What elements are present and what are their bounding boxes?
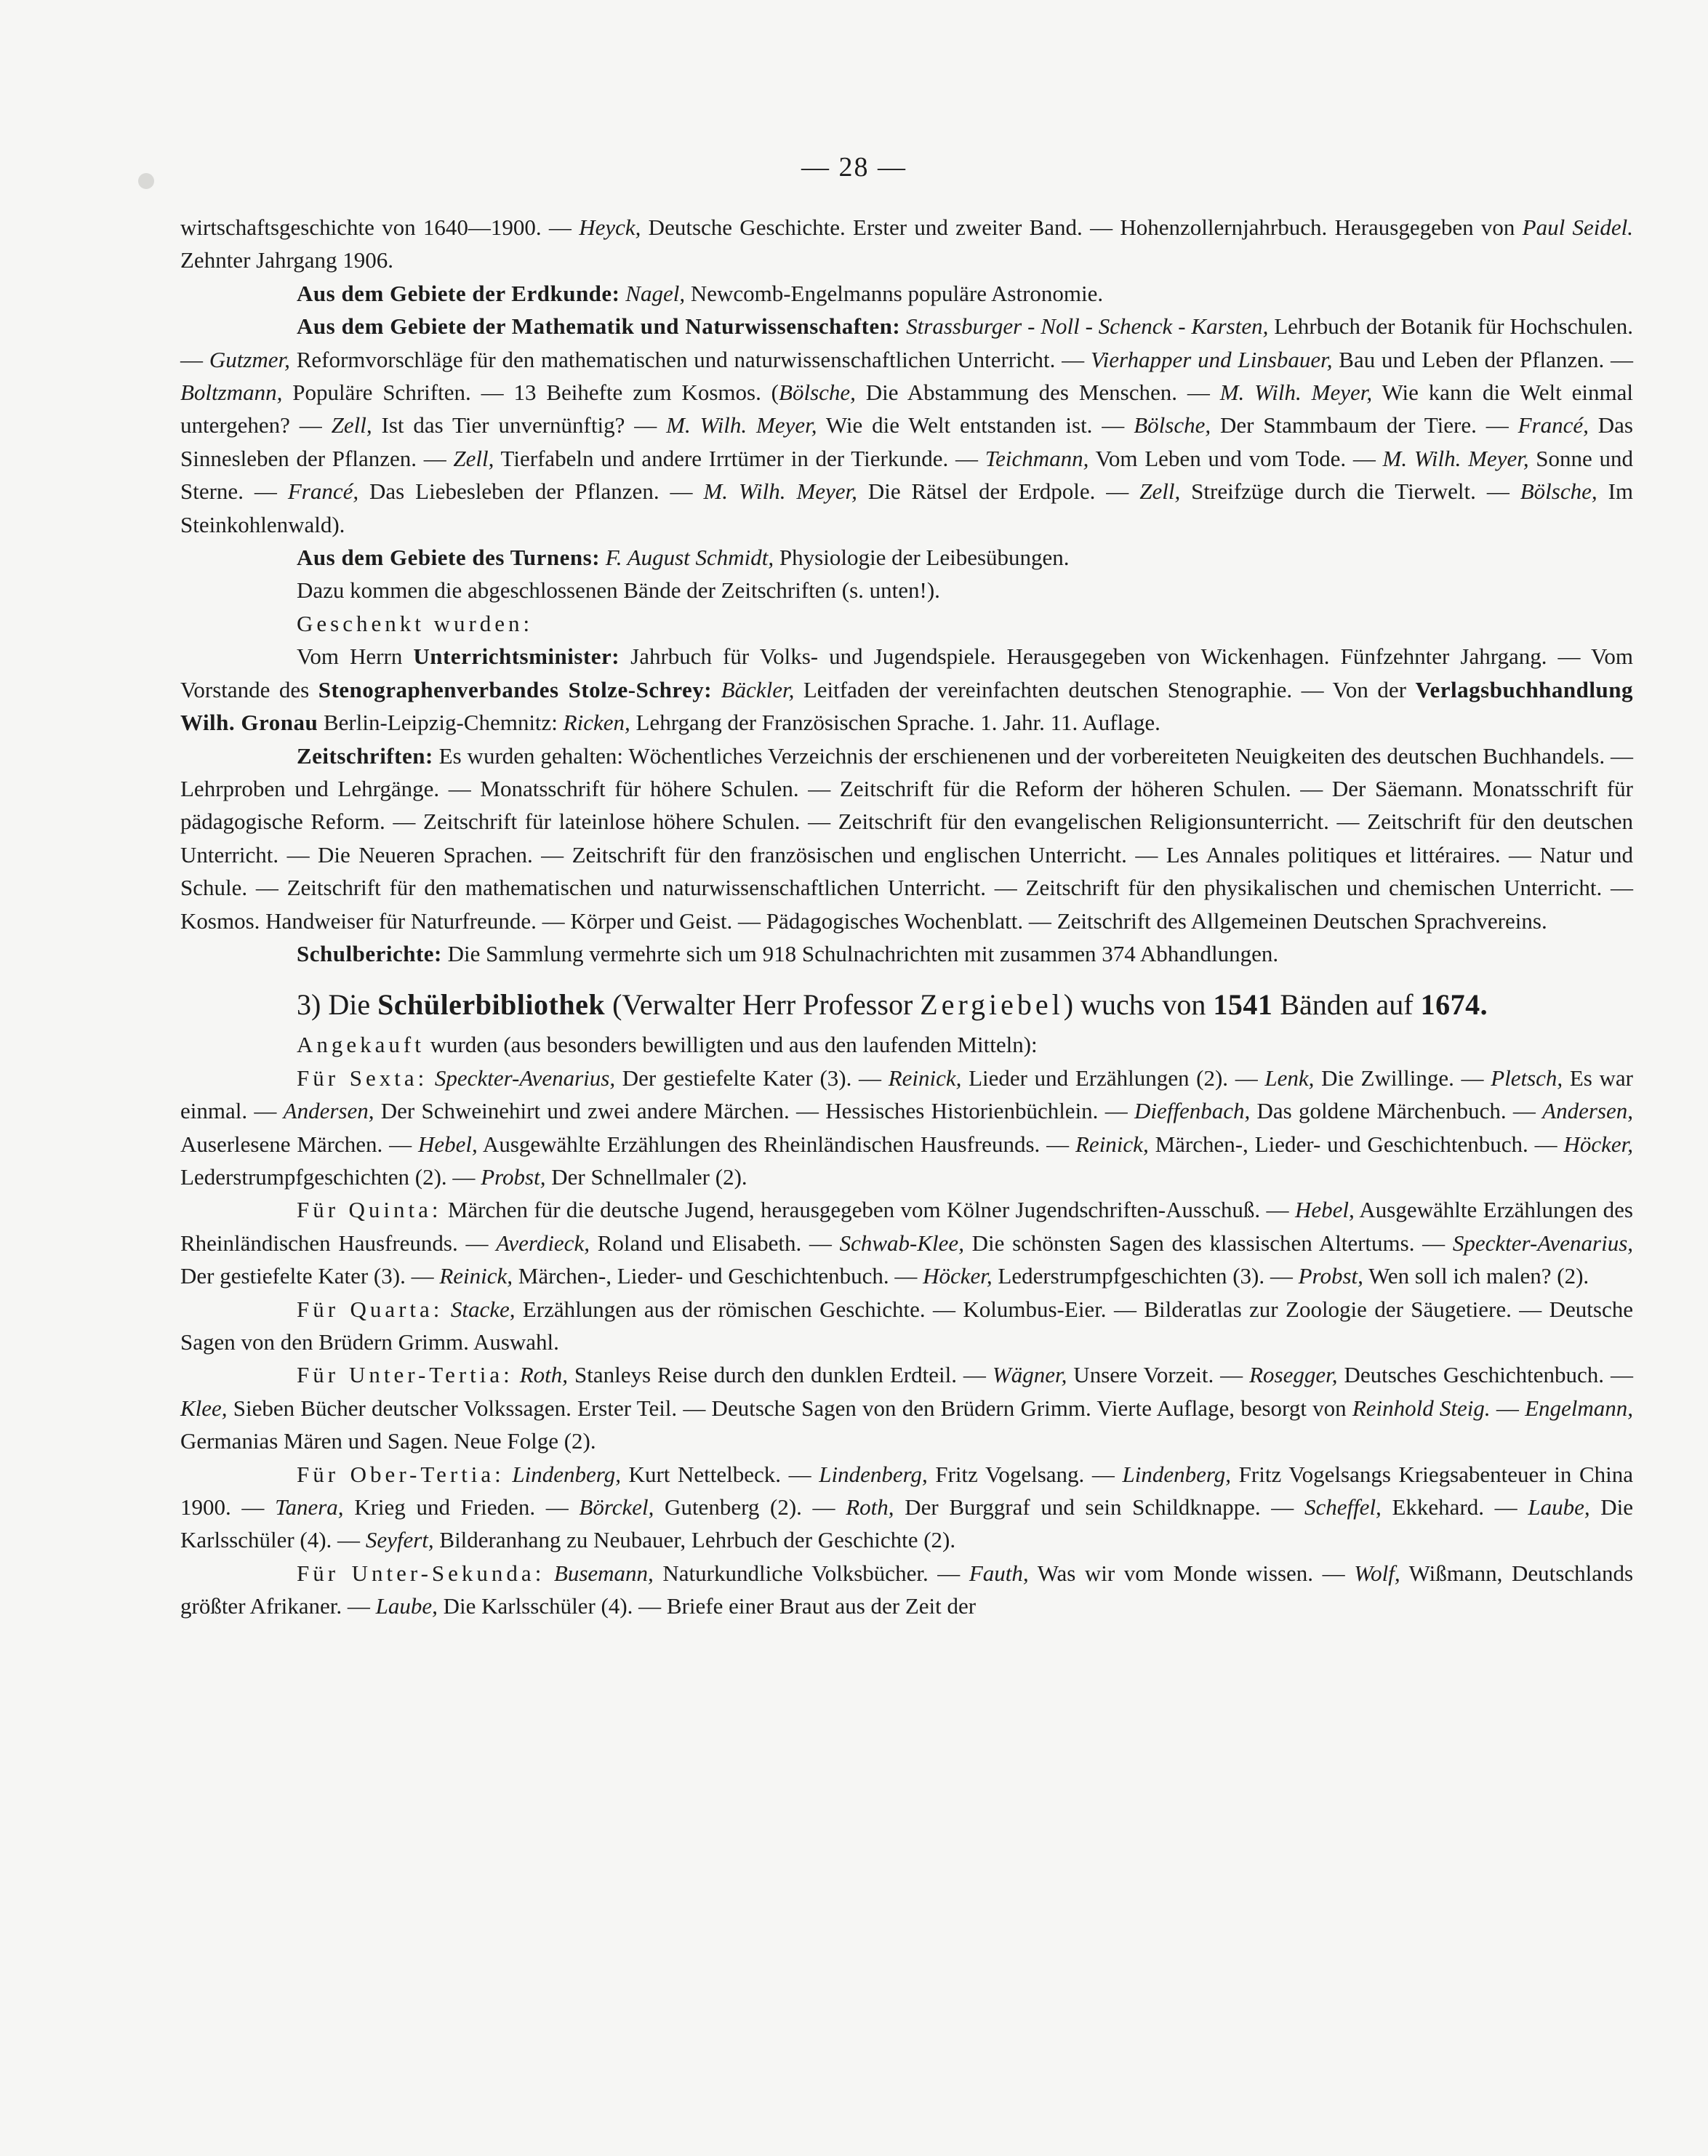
author-name: Wägner, — [992, 1362, 1067, 1388]
text-run: Kurt Nettelbeck. — — [620, 1461, 819, 1487]
text-run: Stanleys Reise durch den dunklen Erdteil. — — [568, 1362, 993, 1388]
author-name: Zell, — [331, 412, 372, 438]
paragraph-p17 — [180, 1557, 1633, 1623]
text-run: Ist das Tier unvernünftig? — — [372, 412, 667, 438]
author-name: Fauth, — [969, 1560, 1029, 1586]
text-run: Streifzüge durch die Tierwelt. — — [1180, 478, 1520, 505]
author-name: Laube, — [1528, 1494, 1590, 1520]
text-run: 3) Die — [297, 988, 378, 1022]
author-name: Bölsche, — [1134, 412, 1211, 438]
text-run: Das goldene Märchenbuch. — — [1250, 1098, 1543, 1124]
bold-heading: Schulberichte: — [297, 940, 442, 966]
author-name: Vierhapper und Linsbauer, — [1090, 346, 1333, 372]
author-name: Höcker, — [1563, 1131, 1633, 1157]
text-run: (Verwalter Herr Professor — [605, 988, 921, 1022]
text-run: Leitfaden der vereinfachten deutschen Stenographie. — Von der — [794, 676, 1416, 702]
author-name: Heyck, — [579, 215, 641, 240]
text-run: Naturkundliche Volksbücher. — — [653, 1560, 969, 1586]
author-name: Roth, — [846, 1494, 894, 1520]
author-name: Probst, — [481, 1163, 546, 1190]
author-name: Tanera, — [275, 1494, 344, 1520]
text-run: Jahrbuch für Volks- und Jugendspiele. Herausgegeben von Wickenhagen. Fünfzehnter Jahrgang. — Vom Vorstande des — [180, 644, 1633, 702]
text-run: Der Schweinehirt und zwei andere Märchen. — Hessisches Historienbüchlein. — — [374, 1098, 1134, 1124]
text-run: Populäre Schriften. — 13 Beihefte zum Kosmos. ( — [282, 380, 779, 406]
text-run: Der Schnellmaler (2). — [545, 1163, 747, 1190]
author-name: Lenk, — [1264, 1065, 1315, 1091]
text-run: Zehnter Jahrgang 1906. — [180, 247, 393, 273]
text-run: Die Sammlung vermehrte sich um 918 Schulnachrichten mit zusammen 374 Abhandlungen. — [441, 940, 1279, 966]
author-name: M. Wilh. Meyer, — [666, 412, 817, 438]
author-name: Ricken, — [563, 710, 630, 736]
paragraph-p03 — [180, 310, 1633, 541]
bold-heading: Schülerbibliothek — [377, 988, 606, 1022]
text-run: Wen soll ich malen? (2). — [1363, 1263, 1589, 1289]
text-run: Es war einmal. — — [180, 1065, 1634, 1124]
bold-heading: Stenographenverbandes Stolze-Schrey: — [318, 676, 713, 702]
paragraph-p08 — [180, 740, 1633, 937]
text-run: Tierfabeln und andere Irrtümer in der Tierkunde. — — [494, 445, 985, 471]
paragraph-p02 — [180, 277, 1633, 310]
author-name: Laube, — [375, 1593, 438, 1619]
text-run: Dazu kommen die abgeschlossenen Bände der Zeitschriften (s. unten!). — [297, 577, 940, 604]
spaced-label: Geschenkt wurden: — [297, 610, 534, 636]
bold-heading: Aus dem Gebiete der Erdkunde: — [297, 280, 620, 306]
author-name: Rosegger, — [1249, 1362, 1338, 1388]
text-run: Die Rätsel der Erdpole. — — [857, 478, 1140, 505]
spaced-label: Für Unter-Tertia: — [297, 1362, 513, 1388]
author-name: Boltzmann, — [180, 380, 283, 406]
text-run: Wie kann die Welt einmal untergehen? — — [180, 380, 1634, 438]
text-run — [513, 1362, 520, 1387]
text-run — [545, 1560, 554, 1586]
bold-heading: 1674. — [1420, 988, 1488, 1022]
text-run: Physiologie der Leibesübungen. — [774, 545, 1070, 571]
text-run: Vom Herrn — [297, 644, 414, 670]
spaced-label: Zergiebel — [920, 988, 1064, 1022]
author-name: Speckter-Avenarius, — [1452, 1230, 1634, 1256]
author-name: Strassburger - Noll - Schenck - Karsten, — [906, 313, 1269, 340]
text-run: Sieben Bücher deutscher Volkssagen. Erster Teil. — Deutsche Sagen von den Brüdern Grimm. Vierte Auflage, besorgt von — [227, 1395, 1352, 1421]
text-run: Bilderanhang zu Neubauer, Lehrbuch der Geschichte (2). — [433, 1527, 956, 1553]
text-run: Roland und Elisabeth. — — [589, 1230, 840, 1256]
text-run: Germanias Mären und Sagen. Neue Folge (2). — [180, 1428, 596, 1454]
text-run: Fritz Vogelsangs Kriegsabenteuer in China 1900. — — [180, 1461, 1634, 1520]
text-run: Die Karlsschüler (4). — Briefe einer Braut aus der Zeit der — [437, 1593, 977, 1619]
text-run: Es wurden gehalten: Wöchentliches Verzeichnis der erschienenen und der vorbereiteten Neuigkeiten des deutschen Buchhandels. — Lehrproben und Lehrgänge. — Monatsschrift für höhere Schulen. — Zeitschrift für die Reform der höheren Schulen. — Der Säemann. Monatsschrift für pädagogische Reform. — Zeitschrift für lateinlose höhere Schulen. — Zeitschrift für den evangelischen Religionsunterricht. — Zeitschrift für den deutschen Unterricht. — Die Neueren Sprachen. — Zeitschrift für den französischen und englischen Unterricht. — Les Annales politiques et littéraires. — Natur und Schule. — Zeitschrift für den mathematischen und naturwissenschaftlichen Unterricht. — Zeitschrift für den physikalischen und chemischen Unterricht. — Kosmos. Handweiser für Naturfreunde. — Körper und Geist. — Pädagogisches Wochenblatt. — Zeitschrift des Allgemeinen Deutschen Sprachvereins. — [180, 742, 1633, 934]
author-name: Scheffel, — [1304, 1494, 1382, 1520]
text-run: Der Burggraf und sein Schildknappe. — — [894, 1494, 1304, 1520]
spaced-label: Für Quinta: — [297, 1197, 442, 1223]
text-run: Die Karlsschüler (4). — — [180, 1494, 1634, 1553]
author-name: Bölsche, — [1520, 478, 1597, 505]
author-name: Klee, — [180, 1395, 228, 1421]
text-run: Der gestiefelte Kater (3). — — [180, 1263, 440, 1289]
author-name: Bäckler, — [721, 676, 795, 702]
author-name: Wolf, — [1354, 1560, 1400, 1586]
text-run — [600, 545, 606, 570]
author-name: Börckel, — [579, 1494, 654, 1520]
text-run: Gutenberg (2). — — [654, 1494, 846, 1520]
author-name: M. Wilh. Meyer, — [1219, 380, 1373, 406]
author-name: Engelmann, — [1525, 1395, 1634, 1421]
paragraph-p09 — [180, 937, 1633, 970]
author-name: Francé, — [287, 478, 359, 505]
text-run — [712, 677, 721, 702]
author-name: Lindenberg, — [819, 1461, 928, 1487]
paragraph-p10 — [180, 986, 1633, 1024]
author-name: Reinick, — [888, 1065, 962, 1091]
author-name: M. Wilh. Meyer, — [1382, 445, 1529, 471]
text-run — [428, 1065, 435, 1091]
text-run: Vom Leben und vom Tode. — — [1088, 445, 1383, 471]
text-run — [443, 1297, 450, 1322]
bold-heading: Aus dem Gebiete der Mathematik und Naturwissenschaften: — [297, 313, 901, 340]
author-name: M. Wilh. Meyer, — [703, 478, 857, 505]
text-run: Deutsches Geschichtenbuch. — — [1337, 1362, 1633, 1388]
text-run — [505, 1462, 513, 1487]
text-run: Sonne und Sterne. — — [180, 445, 1633, 505]
author-name: Bölsche, — [779, 380, 856, 406]
author-name: Nagel, — [625, 280, 686, 306]
text-run: Ekkehard. — — [1381, 1494, 1528, 1520]
text-run: Wißmann, Deutschlands größter Afrikaner. — — [180, 1560, 1634, 1619]
bold-heading: Unterrichtsminister: — [413, 644, 620, 670]
text-run: Märchen für die deutsche Jugend, herausgegeben vom Kölner Jugendschriften-Ausschuß. — — [441, 1197, 1295, 1223]
author-name: Seyfert, — [365, 1527, 434, 1553]
text-run: Die Zwillinge. — — [1314, 1065, 1491, 1091]
text-run: — — [1490, 1395, 1525, 1421]
text-run: Bänden auf — [1272, 988, 1421, 1022]
text-run: Reformvorschläge für den mathematischen und naturwissenschaftlichen Unterricht. — — [289, 346, 1091, 372]
author-name: Paul Seidel. — [1522, 215, 1633, 240]
author-name: Hebel, — [418, 1131, 478, 1157]
bold-heading: Verlagsbuchhandlung Wilh. Gronau — [180, 676, 1634, 736]
text-run: wirtschaftsgeschichte von 1640—1900. — — [180, 215, 580, 240]
text-run: Der gestiefelte Kater (3). — — [615, 1065, 889, 1091]
text-run: Märchen-, Lieder- und Geschichtenbuch. — — [513, 1263, 923, 1289]
text-run: Lehrbuch der Botanik für Hochschulen. — — [180, 313, 1633, 372]
bold-heading: Zeitschriften: — [297, 742, 433, 769]
text-run: Fritz Vogelsang. — — [927, 1461, 1123, 1487]
paragraph-p01 — [180, 211, 1633, 277]
author-name: Andersen, — [283, 1098, 374, 1124]
paragraph-p16 — [180, 1458, 1633, 1557]
text-run: Krieg und Frieden. — — [343, 1494, 580, 1520]
author-name: Zell, — [1139, 478, 1181, 505]
author-name: Reinick, — [439, 1263, 513, 1289]
text-run: ) wuchs von — [1063, 988, 1214, 1022]
author-name: Reinick, — [1075, 1131, 1149, 1157]
text-run: Die schönsten Sagen des klassischen Altertums. — — [963, 1230, 1453, 1256]
text-run: Bau und Leben der Pflanzen. — — [1332, 346, 1634, 372]
spaced-label: Für Unter-Sekunda: — [297, 1560, 545, 1586]
text-run: Erzählungen aus der römischen Geschichte. — Kolumbus-Eier. — Bilderatlas zur Zoologie der Säugetiere. — Deutsche Sagen von den Brüdern Grimm. Auswahl. — [180, 1296, 1634, 1355]
page-number: — 28 — — [801, 152, 907, 183]
paragraph-p13 — [180, 1193, 1633, 1292]
author-name: Lindenberg, — [512, 1461, 621, 1487]
author-name: Roth, — [519, 1362, 569, 1388]
spaced-label: Für Sexta: — [297, 1065, 428, 1091]
author-name: Schwab-Klee, — [839, 1230, 964, 1256]
text-run: Lederstrumpfgeschichten (3). — — [992, 1263, 1299, 1289]
spaced-label: Angekauft — [297, 1032, 425, 1058]
text-run — [900, 313, 906, 339]
text-run: Newcomb-Engelmanns populäre Astronomie. — [685, 280, 1104, 306]
author-name: Francé, — [1517, 412, 1589, 438]
text-run: Lehrgang der Französischen Sprache. 1. Jahr. 11. Auflage. — [630, 710, 1160, 736]
author-name: Hebel, — [1294, 1197, 1355, 1223]
text-run: Lieder und Erzählungen (2). — — [961, 1065, 1265, 1091]
author-name: Gutzmer, — [209, 346, 290, 372]
text-run: Unsere Vorzeit. — — [1067, 1362, 1250, 1388]
text-run: Das Liebesleben der Pflanzen. — — [358, 478, 704, 505]
text-run: Das Sinnesleben der Pflanzen. — — [180, 412, 1633, 471]
author-name: Dieffenbach, — [1134, 1098, 1251, 1124]
paragraph-p07 — [180, 640, 1633, 739]
text-run: Ausgewählte Erzählungen des Rheinländischen Hausfreunds. — — [180, 1197, 1633, 1256]
author-name: Stacke, — [450, 1296, 516, 1322]
author-name: Teichmann, — [985, 445, 1089, 471]
text-run: Die Abstammung des Menschen. — — [855, 380, 1220, 406]
text-run: wurden (aus besonders bewilligten und aus den laufenden Mitteln): — [424, 1032, 1038, 1058]
paragraph-p06 — [180, 607, 1633, 640]
author-name: Probst, — [1298, 1263, 1363, 1289]
paragraph-p12 — [180, 1062, 1633, 1194]
paragraph-p14 — [180, 1293, 1633, 1359]
author-name: Speckter-Avenarius, — [434, 1065, 616, 1091]
text-run: Der Stammbaum der Tiere. — — [1211, 412, 1518, 438]
spaced-label: Für Quarta: — [297, 1296, 444, 1322]
text-run: Ausgewählte Erzählungen des Rheinländischen Hausfreunds. — — [477, 1131, 1075, 1157]
author-name: Averdieck, — [496, 1230, 590, 1256]
bold-heading: Aus dem Gebiete des Turnens: — [297, 545, 601, 571]
text-run: Berlin-Leipzig-Chemnitz: — [318, 710, 564, 736]
author-name: F. August Schmidt, — [605, 545, 774, 571]
author-name: Pletsch, — [1491, 1065, 1563, 1091]
author-name: Busemann, — [553, 1560, 654, 1586]
paragraph-p05 — [180, 574, 1633, 606]
bold-heading: 1541 — [1213, 988, 1273, 1022]
text-run: Lederstrumpfgeschichten (2). — — [180, 1163, 481, 1190]
page-body — [180, 211, 1633, 1623]
paragraph-p04 — [180, 541, 1633, 574]
author-name: Zell, — [453, 445, 494, 471]
author-name: Reinhold Steig. — [1352, 1395, 1491, 1421]
author-name: Lindenberg, — [1122, 1461, 1232, 1487]
text-run: Was wir vom Monde wissen. — — [1028, 1560, 1355, 1586]
text-run: Wie die Welt entstanden ist. — — [817, 412, 1134, 438]
paragraph-p15 — [180, 1358, 1633, 1457]
text-run: Deutsche Geschichte. Erster und zweiter Band. — Hohenzollernjahrbuch. Herausgegeben von — [641, 215, 1523, 240]
text-run: Märchen-, Lieder- und Geschichtenbuch. — — [1148, 1131, 1564, 1157]
paragraph-p11 — [180, 1028, 1633, 1061]
text-run: Auserlesene Märchen. — — [180, 1131, 418, 1157]
spaced-label: Für Ober-Tertia: — [297, 1461, 505, 1487]
author-name: Andersen, — [1542, 1098, 1633, 1124]
text-run: Im Steinkohlenwald). — [180, 478, 1634, 537]
author-name: Höcker, — [923, 1263, 993, 1289]
